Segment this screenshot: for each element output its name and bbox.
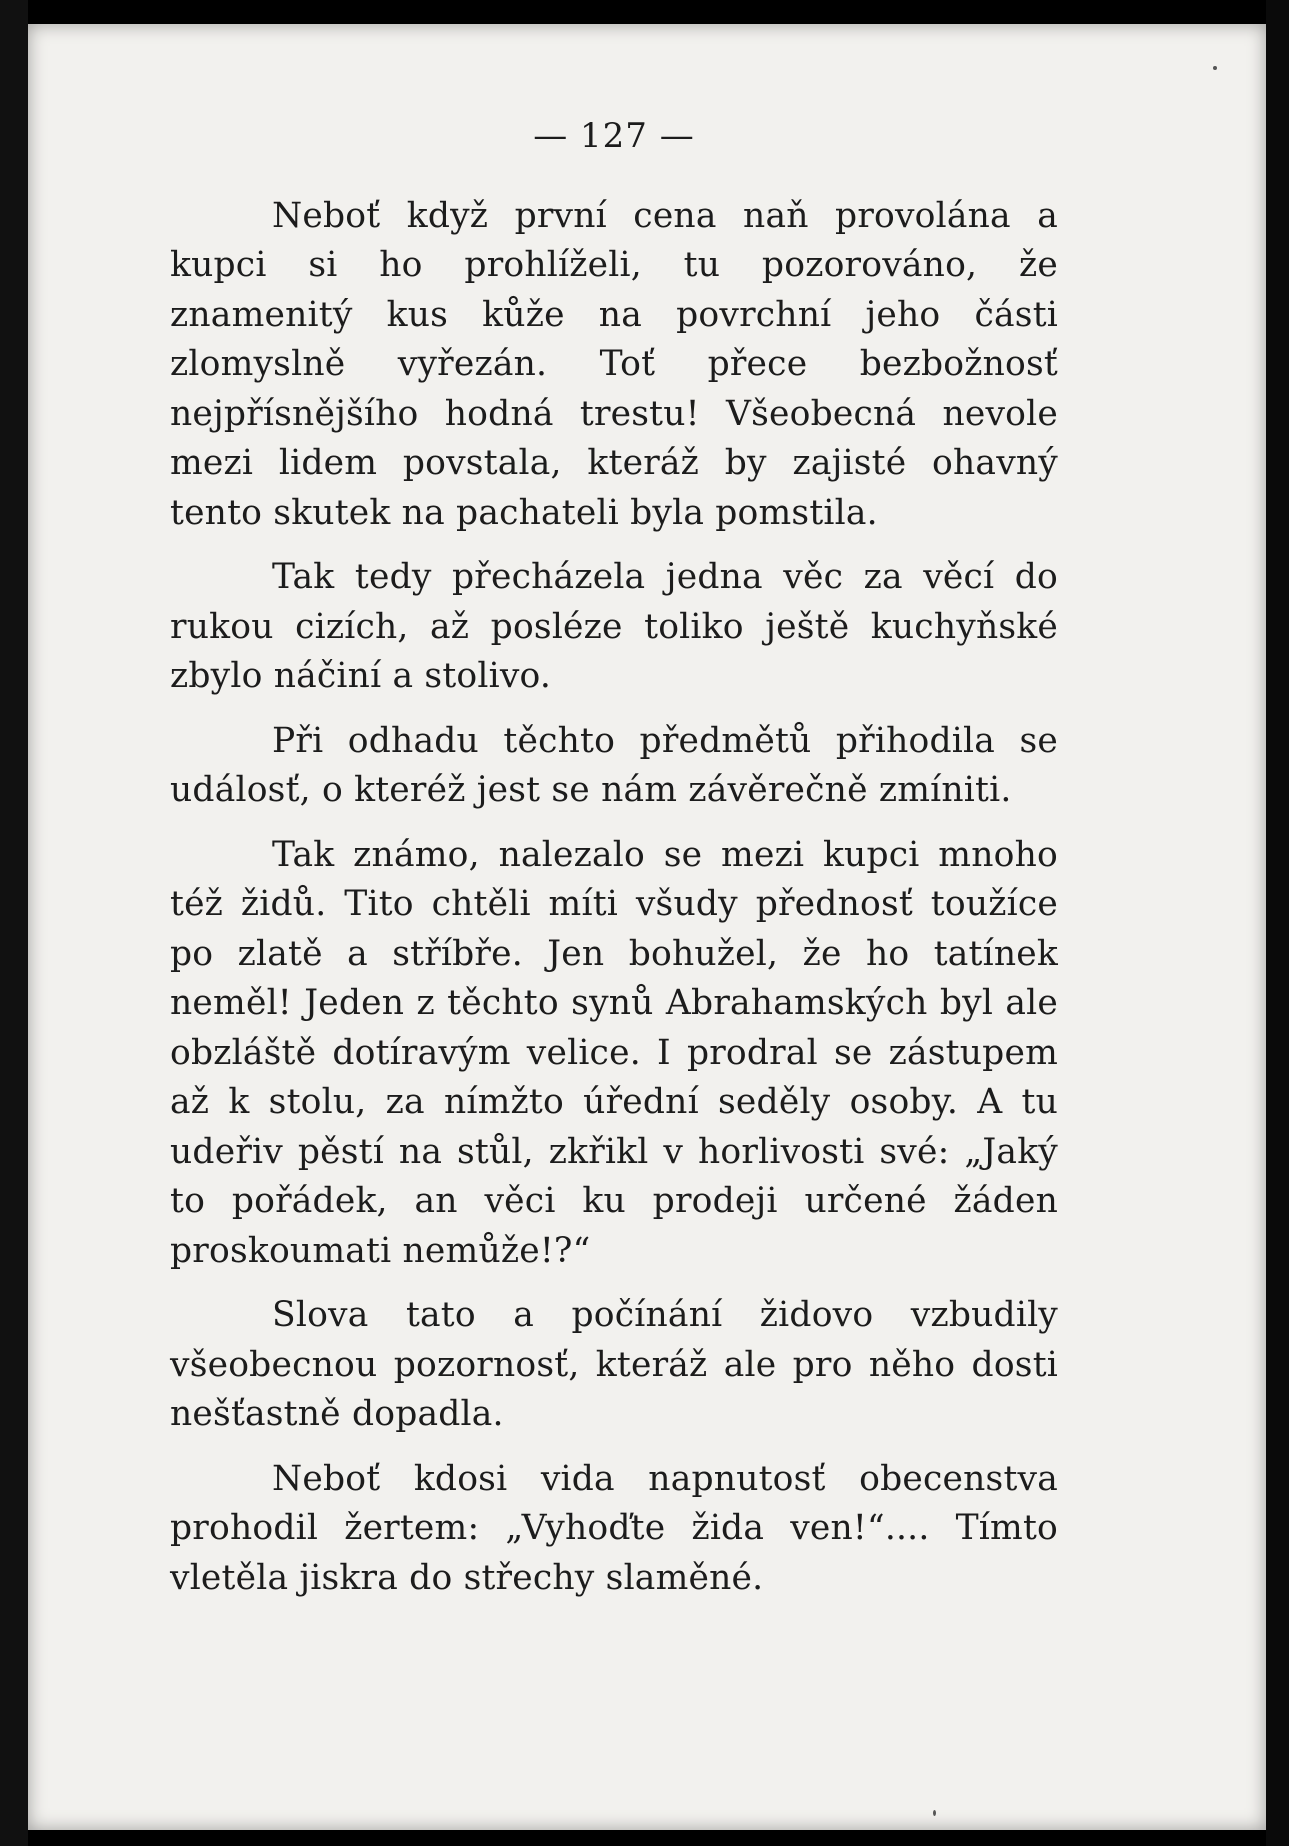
paragraph-5: Slova tato a počínání židovo vzbudily všeobecnou pozornosť, kteráž ale pro něho dosti nešťastně dopadla.: [170, 1295, 1058, 1434]
page-text: [170, 112, 1058, 1618]
right-page-edge: [1266, 0, 1289, 1846]
paper-speck: [933, 1810, 936, 1816]
paragraph-6: Neboť kdosi vida napnutosť obecenstva prohodil žertem: „Vyhoďte žida ven!“.... Tímto vletěla jiskra do střechy slaměné.: [170, 1458, 1058, 1598]
paragraph-3: Při odhadu těchto předmětů přihodila se událosť, o kteréž jest se nám závěrečně zmíniti.: [170, 720, 1058, 810]
paragraph-2: Tak tedy přecházela jedna věc za věcí do rukou cizích, až posléze toliko ještě kuchyňské zbylo náčiní a stolivo.: [170, 557, 1058, 696]
paragraph-1: Neboť když první cena naň provolána a kupci si ho prohlíželi, tu pozorováno, že znamenitý kus kůže na povrchní jeho části zlomyslně vyřezán. Toť přece bezbožnosť nejpřísnějšího hodná trestu! Všeobecná nevole mezi lidem povstala, kteráž by zajisté ohavný tento skutek na pachateli byla pomstila.: [170, 195, 1058, 533]
page-number: — 127 —: [533, 116, 695, 156]
paragraph-4: Tak známo, nalezalo se mezi kupci mnoho též židů. Tito chtěli míti všudy přednosť toužíce po zlatě a stříbře. Jen bohužel, že ho tatínek neměl! Jeden z těchto synů Abrahamských byl ale obzláště dotíravým velice. I prodral se zástupem až k stolu, za nímžto úřední seděly osoby. A tu udeřiv pěstí na stůl, zkřikl v horlivosti své: „Jaký to pořádek, an věci ku prodeji určené žáden proskoumati nemůže!?“: [170, 834, 1058, 1271]
paper-speck: [1213, 66, 1217, 70]
left-page-edge: [0, 0, 28, 1846]
